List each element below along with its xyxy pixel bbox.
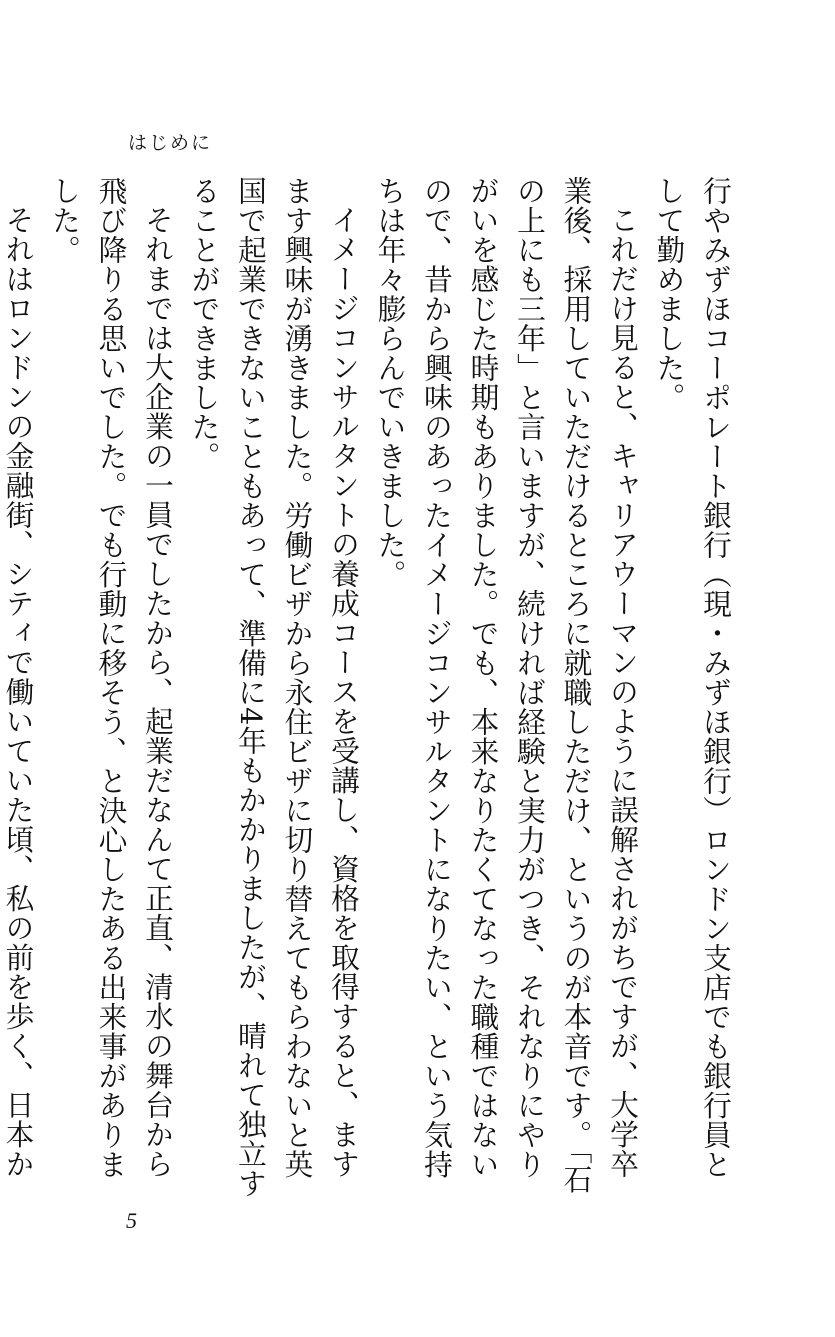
- paragraph: イメージコンサルタントの養成コースを受講し、資格を取得すると、ますます興味が湧きました。労働ビザから永住ビザに切り替えてもらわないと英国で起業できないこともあって、準備に4年もかかりましたが、晴れて独立することができました。: [187, 176, 361, 1199]
- paragraph: それはロンドンの金融街、シティで働いていた頃、私の前を歩く、日本か: [1, 204, 36, 1179]
- paragraph: これだけ見ると、キャリアウーマンのように誤解されがちですが、大学卒業後、採用していただけるところに就職しただけ、というのが本音です。「石の上にも三年」と言いますが、続ければ経験と実力がつき、それなりにやりがいを感じた時期もありました。でも、本来なりたくてなった職種ではないので、昔から興味のあったイメージコンサルタントになりたい、という気持ちは年々膨らんでいきました。: [373, 176, 640, 1195]
- paragraph-continuation: 行やみずほコーポレート銀行（現・みずほ銀行）ロンドン支店でも銀行員として勤めました。: [652, 176, 733, 1179]
- page-number: 5: [126, 1208, 137, 1233]
- running-head: はじめに: [128, 132, 213, 154]
- paragraph: それまでは大企業の一員でしたから、起業だなんて正直、清水の舞台から飛び降りる思いでした。でも行動に移そう、と決心したある出来事がありました。: [48, 176, 175, 1179]
- body-text: [1, 176, 739, 1206]
